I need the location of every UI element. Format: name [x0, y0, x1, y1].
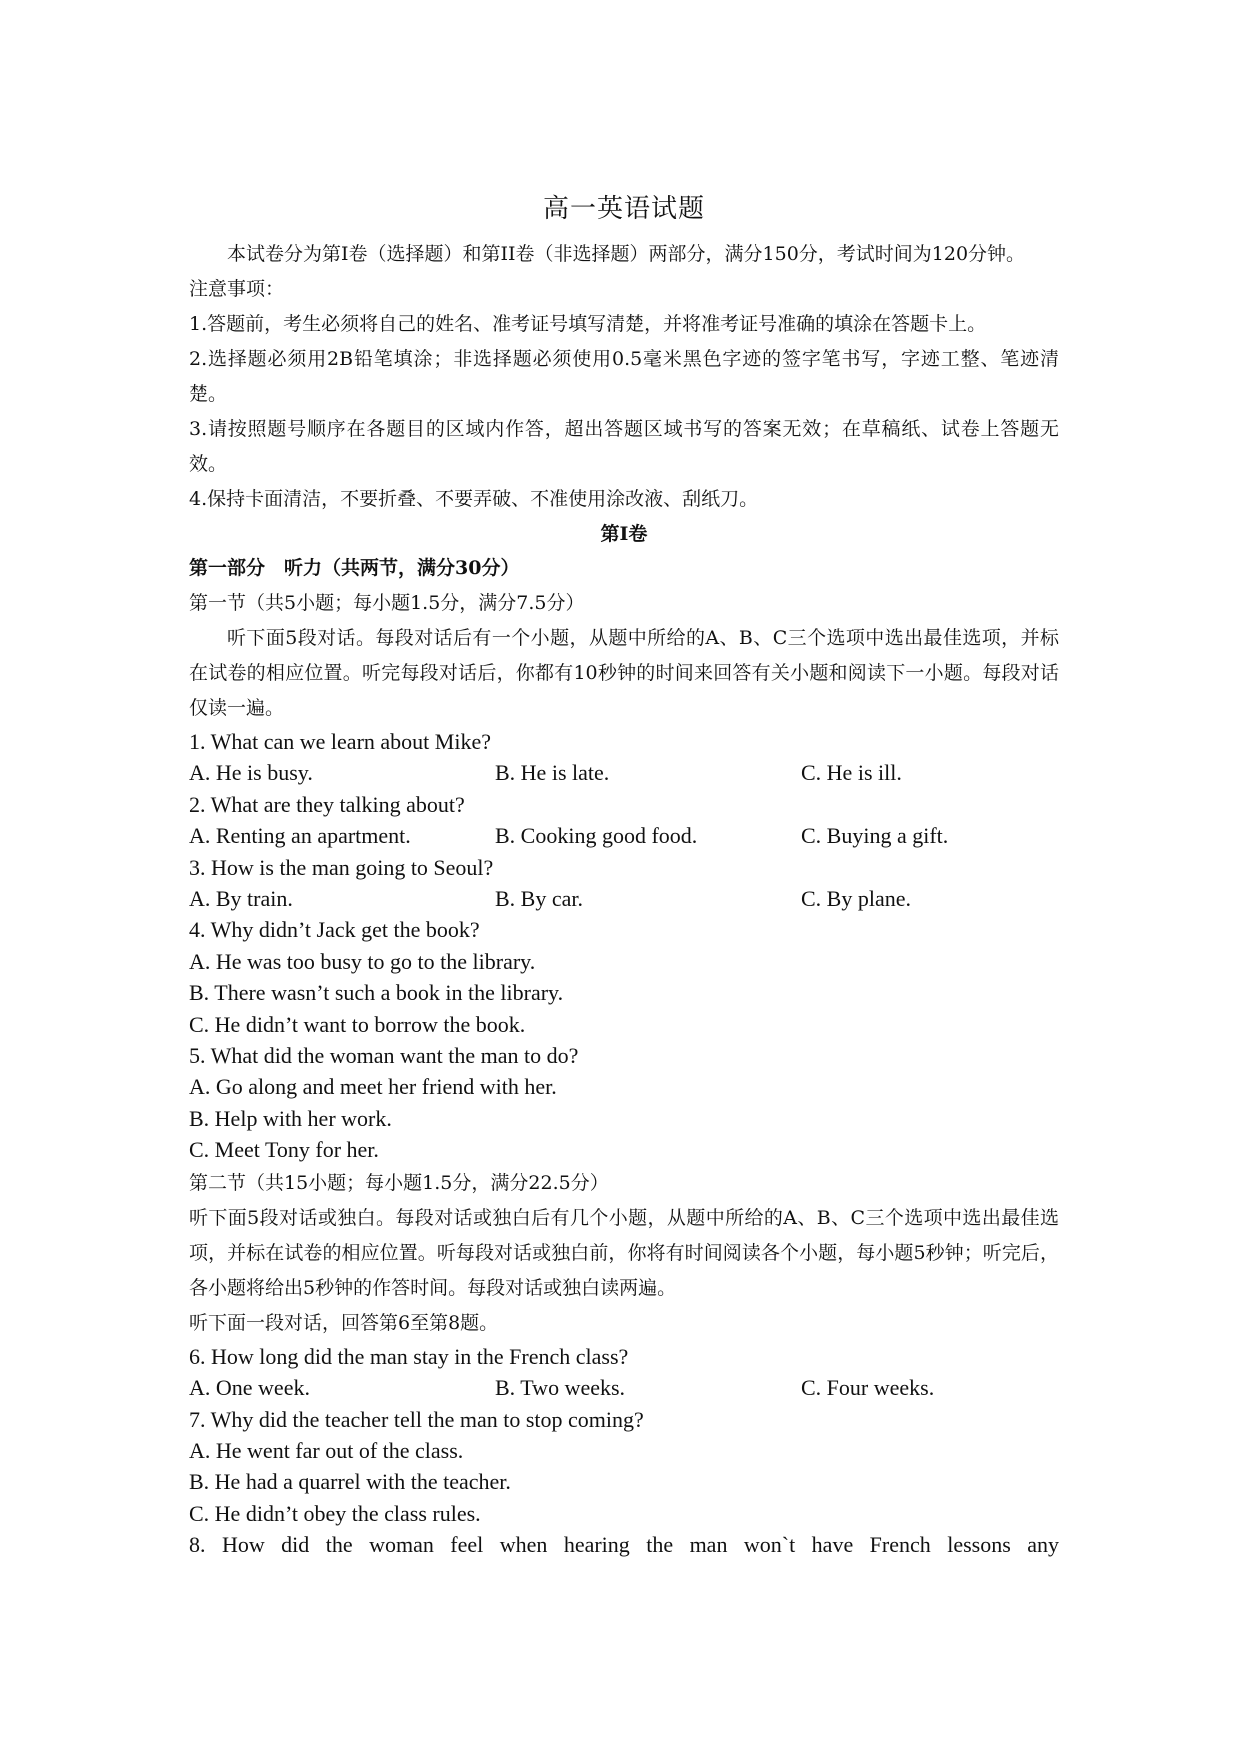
notice-heading: 注意事项： — [189, 278, 285, 300]
option-row — [189, 883, 1059, 914]
option-row — [189, 757, 1059, 788]
option-row — [189, 1372, 1059, 1403]
option-a: A. He is busy. — [189, 760, 313, 786]
section-heading: 第二节（共15小题；每小题1.5分，满分22.5分） — [189, 1171, 609, 1194]
question-stem: 8. How did the woman feel when hearing the man won`t have French lessons any — [189, 1532, 1059, 1558]
option-c: C. He didn’t want to borrow the book. — [189, 1011, 526, 1037]
notice-item: 4.保持卡面清洁，不要折叠、不要弄破、不准使用涂改液、刮纸刀。 — [189, 488, 759, 510]
option-b: B. Two weeks. — [495, 1375, 626, 1401]
option-c: C. Four weeks. — [801, 1375, 935, 1401]
question-stem: 5. What did the woman want the man to do? — [189, 1043, 579, 1069]
option-b: B. Cooking good food. — [495, 823, 698, 849]
exam-page — [189, 182, 1059, 1561]
notice-item: 3.请按照题号顺序在各题目的区域内作答，超出答题区域书写的答案无效；在草稿纸、试卷上答题无效。 — [189, 418, 1059, 475]
sub-instruction: 听下面一段对话，回答第6至第8题。 — [189, 1311, 499, 1334]
option-b: B. Help with her work. — [189, 1105, 392, 1131]
option-c: C. By plane. — [801, 886, 911, 912]
option-a: A. Go along and meet her friend with her. — [189, 1074, 557, 1100]
section-instructions: 听下面5段对话或独白。每段对话或独白后有几个小题，从题中所给的A、B、C三个选项中选出最佳选项，并标在试卷的相应位置。听每段对话或独白前，你将有时间阅读各个小题，每小题5秒钟；听完后，各小题将给出5秒钟的作答时间。每段对话或独白读两遍。 — [189, 1206, 1059, 1299]
question-stem: 2. What are they talking about? — [189, 791, 465, 817]
volume-heading: 第I卷 — [600, 523, 648, 545]
section-heading: 第一节（共5小题；每小题1.5分，满分7.5分） — [189, 592, 585, 614]
question-stem: 6. How long did the man stay in the French class? — [189, 1343, 629, 1369]
option-a: A. He went far out of the class. — [189, 1437, 464, 1463]
option-c: C. He is ill. — [801, 760, 902, 786]
question-stem: 3. How is the man going to Seoul? — [189, 854, 494, 880]
option-b: B. He had a quarrel with the teacher. — [189, 1469, 511, 1495]
option-b: B. He is late. — [495, 760, 610, 786]
option-a: A. Renting an apartment. — [189, 823, 411, 849]
option-a: A. One week. — [189, 1375, 310, 1401]
option-c: C. Buying a gift. — [801, 823, 949, 849]
option-b: B. By car. — [495, 886, 583, 912]
option-b: B. There wasn’t such a book in the library. — [189, 980, 564, 1006]
intro-paragraph: 本试卷分为第I卷（选择题）和第II卷（非选择题）两部分，满分150分，考试时间为120分钟。 — [227, 243, 1026, 265]
section-instructions: 听下面5段对话。每段对话后有一个小题，从题中所给的A、B、C三个选项中选出最佳选项，并标在试卷的相应位置。听完每段对话后，你都有10秒钟的时间来回答有关小题和阅读下一小题。每段对话仅读一遍。 — [189, 627, 1059, 719]
part-heading: 第一部分 听力（共两节，满分30分） — [189, 557, 520, 579]
option-a: A. By train. — [189, 886, 293, 912]
notice-item: 1.答题前，考生必须将自己的姓名、准考证号填写清楚，并将准考证号准确的填涂在答题卡上。 — [189, 313, 987, 335]
question-stem: 4. Why didn’t Jack get the book? — [189, 917, 480, 943]
option-row — [189, 820, 1059, 851]
option-a: A. He was too busy to go to the library. — [189, 948, 536, 974]
page-title: 高一英语试题 — [542, 194, 705, 224]
option-c: C. He didn’t obey the class rules. — [189, 1500, 481, 1526]
question-stem: 1. What can we learn about Mike? — [189, 729, 491, 754]
question-stem: 7. Why did the teacher tell the man to stop coming? — [189, 1406, 644, 1432]
option-c: C. Meet Tony for her. — [189, 1137, 379, 1163]
notice-item: 2.选择题必须用2B铅笔填涂；非选择题必须使用0.5毫米黑色字迹的签字笔书写，字迹工整、笔迹清楚。 — [189, 348, 1059, 405]
